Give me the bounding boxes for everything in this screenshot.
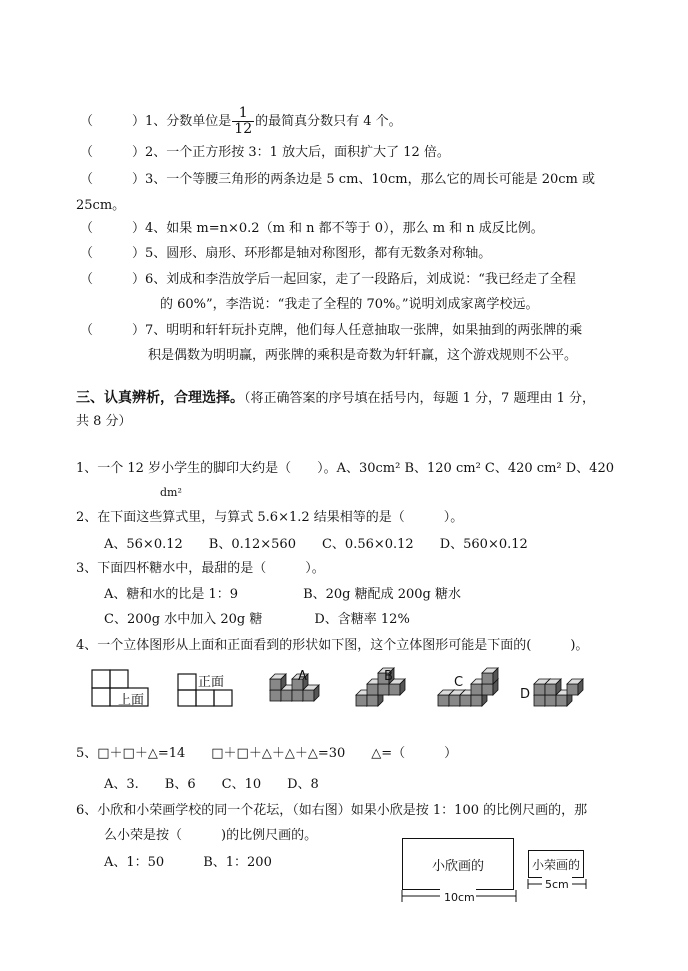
cube-icon xyxy=(567,679,583,695)
top-view-label: 上面 xyxy=(118,693,145,708)
option-a-label: A xyxy=(298,669,307,684)
length-10cm-label: 10cm xyxy=(444,891,475,904)
judge-q1 xyxy=(80,106,402,137)
choice-q1-line2: dm² xyxy=(160,486,182,499)
judge-q6-line1: （ ）6、刘成和李浩放学后一起回家，走了一段路后，刘成说：“我已经走了全程 xyxy=(80,272,576,287)
xiaorong-drawing-box: 小荣画的 xyxy=(528,850,584,878)
judge-q3-line1: （ ）3、一个等腰三角形的两条边是 5 cm、10cm，那么它的周长可能是 20cm 或 xyxy=(80,172,595,187)
option-c-label: C xyxy=(454,675,464,690)
dimension-lines xyxy=(400,876,590,910)
judge-q6-line2: 的 60%”，李浩说：“我走了全程的 70%。”说明刘成家离学校远。 xyxy=(160,297,539,312)
choice-q3-options-2: C、200g 水中加入 20g 糖 D、含糖率 12% xyxy=(104,612,410,627)
choice-q5: 5、□＋□＋△=14 □＋□＋△＋△＋△=30 △=（ ） xyxy=(76,746,458,761)
judge-q3-line2: 25cm。 xyxy=(76,198,126,213)
judge-q1-text-a: （ ）1、分数单位是 xyxy=(80,114,232,129)
judge-q2: （ ）2、一个正方形按 3：1 放大后，面积扩大了 12 倍。 xyxy=(80,145,450,160)
choice-q6-options: A、1：50 B、1：200 xyxy=(104,855,272,870)
cube-icon xyxy=(303,685,319,701)
xiaoxin-drawing-box: 小欣画的 xyxy=(402,838,514,890)
option-d-label: D xyxy=(520,687,531,702)
choice-q3: 3、下面四杯糖水中，最甜的是（ ）。 xyxy=(76,561,325,576)
section3-title: 三、认真辨析，合理选择。 xyxy=(76,390,244,406)
cube-icon xyxy=(482,668,498,684)
choice-q2-options: A、56×0.12 B、0.12×560 C、0.56×0.12 D、560×0.12 xyxy=(104,537,528,552)
fraction-1-12 xyxy=(232,106,254,137)
q4-figures xyxy=(88,664,628,718)
dimension-svg xyxy=(400,876,590,906)
section3-note-line2: 共 8 分） xyxy=(76,414,132,429)
judge-q7-line2: 积是偶数为明明赢，两张牌的乘积是奇数为轩轩赢，这个游戏规则不公平。 xyxy=(148,348,578,363)
choice-q1-line1: 1、一个 12 岁小学生的脚印大约是（ ）。A、30cm² B、120 cm² C、420 cm² D、420 xyxy=(76,461,614,476)
fraction-denominator: 12 xyxy=(234,121,253,137)
front-view-label: 正面 xyxy=(198,675,225,690)
judge-q1-text-b: 的最简真分数只有 4 个。 xyxy=(255,114,402,129)
judge-q7-line1: （ ）7、明明和轩轩玩扑克牌，他们每人任意抽取一张牌，如果抽到的两张牌的乘 xyxy=(80,323,583,338)
section3-note: （将正确答案的序号填在括号内，每题 1 分，7 题理由 1 分， xyxy=(244,391,595,406)
option-b-label: B xyxy=(384,669,393,684)
length-5cm-label: 5cm xyxy=(545,878,569,891)
q4-figures-svg xyxy=(88,664,628,714)
choice-q5-options: A、3. B、6 C、10 D、8 xyxy=(104,777,319,792)
judge-q4: （ ）4、如果 m=n×0.2（m 和 n 都不等于 0），那么 m 和 n 成反比例。 xyxy=(80,221,544,236)
section3-heading xyxy=(76,389,595,408)
choice-q6-line1: 6、小欣和小荣画学校的同一个花坛，（如右图）如果小欣是按 1：100 的比例尺画的，那 xyxy=(76,803,588,818)
choice-q2: 2、在下面这些算式里，与算式 5.6×1.2 结果相等的是（ ）。 xyxy=(76,510,464,525)
choice-q4: 4、一个立体图形从上面和正面看到的形状如下图，这个立体图形可能是下面的( )。 xyxy=(76,638,589,653)
cube-options xyxy=(270,668,583,706)
fraction-numerator: 1 xyxy=(232,106,254,122)
choice-q3-options-1: A、糖和水的比是 1：9 B、20g 糖配成 200g 糖水 xyxy=(104,587,462,602)
choice-q6-line2: 么小荣是按（ )的比例尺画的。 xyxy=(104,828,318,843)
judge-q5: （ ）5、圆形、扇形、环形都是轴对称图形，都有无数条对称轴。 xyxy=(80,246,492,261)
